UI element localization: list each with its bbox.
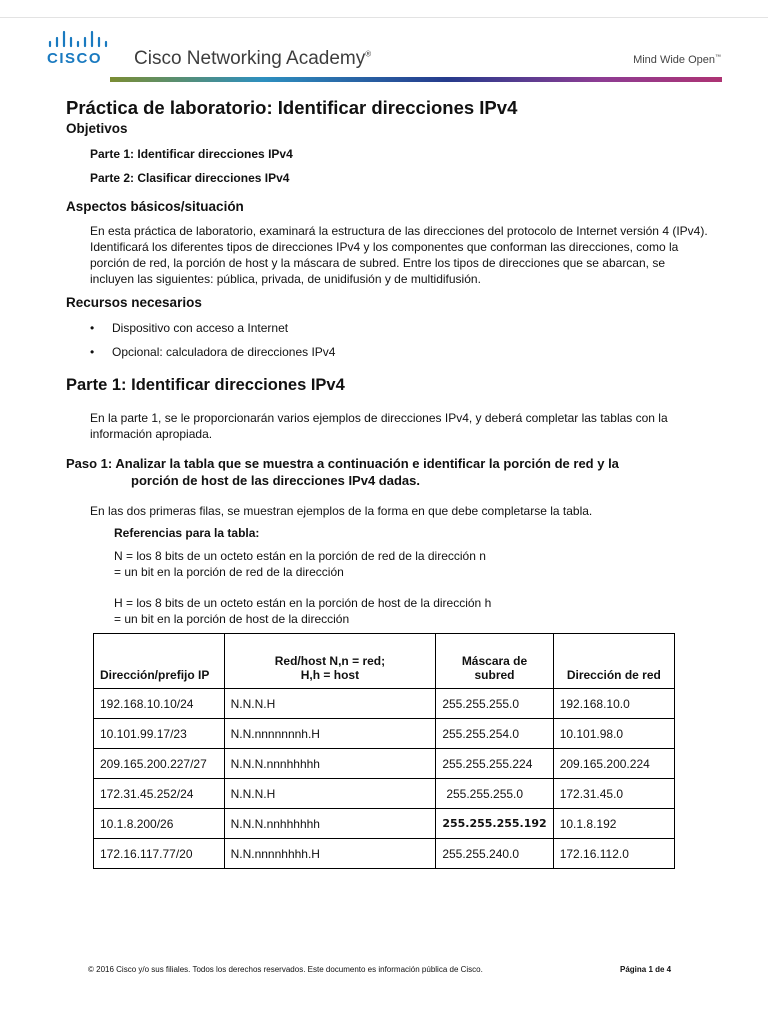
network-address-cell: 192.168.10.0	[553, 689, 674, 719]
header-gradient-rule	[110, 77, 722, 82]
academy-title: Cisco Networking Academy®	[134, 48, 372, 69]
subnet-mask-cell: 255.255.255.0	[436, 779, 553, 809]
tagline: Mind Wide Open™	[633, 54, 721, 66]
network-host-cell: N.N.N.nnhhhhhh	[224, 809, 436, 839]
table-row	[94, 839, 675, 869]
reference-network: N = los 8 bits de un octeto están en la porción de red de la dirección n = un bit en la porción de red de la dirección	[114, 549, 486, 579]
cisco-logo	[45, 30, 115, 70]
column-header: Red/host N,n = red; H,h = host	[224, 634, 436, 689]
paso1-heading: Paso 1: Analizar la tabla que se muestra a continuación e identificar la porción de red y la porción de host de las direcciones IPv4 dadas.	[66, 456, 619, 488]
cisco-wordmark: CISCO	[47, 50, 103, 67]
subnet-mask-cell: 255.255.255.192	[436, 809, 553, 839]
ip-prefix-cell: 172.31.45.252/24	[94, 779, 225, 809]
aspectos-heading: Aspectos básicos/situación	[66, 199, 244, 214]
bullet-icon: •	[90, 321, 95, 335]
network-address-cell: 10.1.8.192	[553, 809, 674, 839]
page-header	[0, 18, 768, 80]
reference-host: H = los 8 bits de un octeto están en la porción de host de la dirección h = un bit en la porción de host de la dirección	[114, 596, 492, 626]
cisco-bars-icon	[47, 30, 113, 48]
bullet-icon: •	[90, 345, 95, 359]
network-host-cell: N.N.nnnnnnnh.H	[224, 719, 436, 749]
table-header-row	[94, 634, 675, 689]
ip-prefix-cell: 172.16.117.77/20	[94, 839, 225, 869]
ip-prefix-cell: 192.168.10.10/24	[94, 689, 225, 719]
column-header: Dirección de red	[553, 634, 674, 689]
table-row	[94, 779, 675, 809]
network-address-cell: 209.165.200.224	[553, 749, 674, 779]
ip-prefix-cell: 10.101.99.17/23	[94, 719, 225, 749]
table-row	[94, 749, 675, 779]
recurso-item: • Dispositivo con acceso a Internet	[90, 321, 289, 335]
network-host-cell: N.N.N.nnnhhhhh	[224, 749, 436, 779]
subnet-mask-cell: 255.255.255.224	[436, 749, 553, 779]
recurso-item: • Opcional: calculadora de direcciones IPv4	[90, 345, 336, 359]
page-number: Página 1 de 4	[620, 965, 672, 974]
network-host-cell: N.N.N.H	[224, 779, 436, 809]
table-row	[94, 719, 675, 749]
objetivo-item: Parte 1: Identificar direcciones IPv4	[90, 147, 293, 161]
recursos-heading: Recursos necesarios	[66, 295, 202, 310]
objetivos-heading: Objetivos	[66, 121, 128, 136]
network-address-cell: 172.31.45.0	[553, 779, 674, 809]
subnet-mask-cell: 255.255.255.0	[436, 689, 553, 719]
network-host-cell: N.N.N.H	[224, 689, 436, 719]
table-row	[94, 689, 675, 719]
parte1-paragraph: En la parte 1, se le proporcionarán varios ejemplos de direcciones IPv4, y deberá completar las tablas con la información apropiada.	[90, 411, 668, 441]
objetivo-item: Parte 2: Clasificar direcciones IPv4	[90, 171, 290, 185]
aspectos-paragraph: En esta práctica de laboratorio, examinará la estructura de las direcciones del protocolo de Internet versión 4 (IPv4). Identificará los diferentes tipos de direcciones IPv4 y los componentes que conforman las direcciones, como la porción de red, la porción de host y la máscara de subred. Entre los tipos de direcciones que se abarcan, se incluyen las siguientes: pública, privada, de unidifusión y de multidifusión.	[90, 224, 708, 286]
copyright-footer: © 2016 Cisco y/o sus filiales. Todos los derechos reservados. Este documento es información pública de Cisco.	[88, 965, 483, 974]
subnet-mask-cell: 255.255.254.0	[436, 719, 553, 749]
table-row	[94, 809, 675, 839]
parte1-heading: Parte 1: Identificar direcciones IPv4	[66, 376, 345, 394]
instruction-paragraph: En las dos primeras filas, se muestran ejemplos de la forma en que debe completarse la tabla.	[90, 504, 593, 518]
network-address-cell: 10.101.98.0	[553, 719, 674, 749]
ip-prefix-cell: 10.1.8.200/26	[94, 809, 225, 839]
network-address-cell: 172.16.112.0	[553, 839, 674, 869]
network-host-cell: N.N.nnnnhhhh.H	[224, 839, 436, 869]
ip-address-table	[93, 633, 675, 869]
referencias-heading: Referencias para la tabla:	[114, 526, 260, 540]
subnet-mask-cell: 255.255.240.0	[436, 839, 553, 869]
column-header: Dirección/prefijo IP	[94, 634, 225, 689]
column-header: Máscara de subred	[436, 634, 553, 689]
ip-prefix-cell: 209.165.200.227/27	[94, 749, 225, 779]
page-title: Práctica de laboratorio: Identificar direcciones IPv4	[66, 97, 518, 118]
